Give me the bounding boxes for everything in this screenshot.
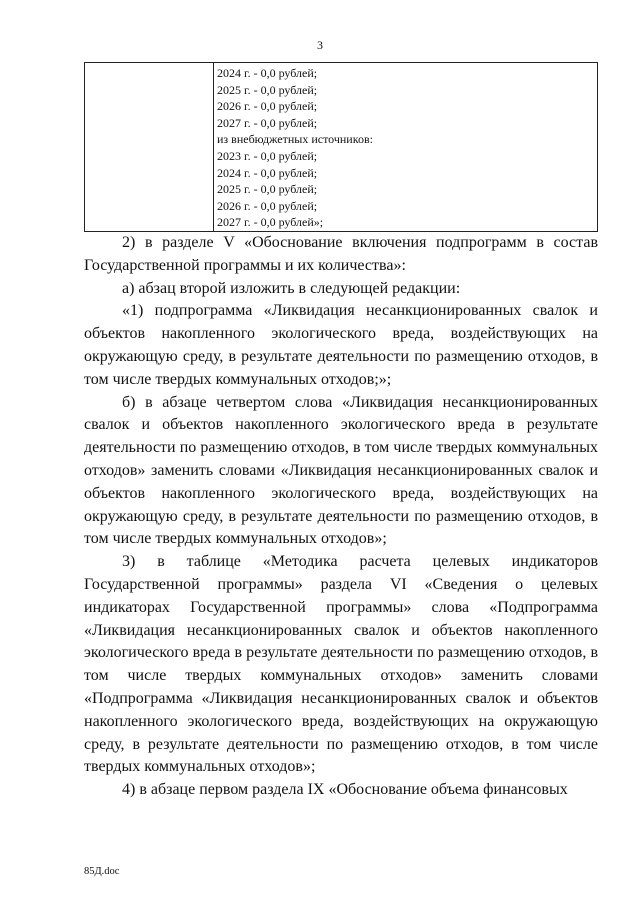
table-line: 2023 г. - 0,0 рублей; [217, 148, 318, 163]
paragraph: а) абзац второй изложить в следующей редакции: [122, 279, 461, 297]
table-line: 2025 г. - 0,0 рублей; [217, 182, 318, 197]
table-line: 2024 г. - 0,0 рублей; [217, 165, 318, 180]
page-number: 3 [317, 38, 323, 52]
table-cell-funding [214, 63, 598, 232]
paragraph: 2) в разделе V «Обоснование включения подпрограмм в состав Государственной программы и их количества»: [84, 234, 598, 274]
table-line: 2026 г. - 0,0 рублей; [217, 198, 318, 213]
paragraph: «1) подпрограмма «Ликвидация несанкционированных свалок и объектов накопленного экологического вреда, воздействующих на окружающую среду, в результате деятельности по размещению отходов, в том числе твердых коммунальных отходов;»; [84, 302, 598, 388]
paragraph: 4) в абзаце первом раздела IX «Обоснование объема финансовых [122, 781, 568, 799]
table-line: 2025 г. - 0,0 рублей; [217, 82, 318, 97]
table-line: 2024 г. - 0,0 рублей; [217, 66, 318, 80]
table-cell-empty [85, 63, 214, 232]
table-line: 2027 г. - 0,0 рублей; [217, 115, 318, 130]
paragraph: б) в абзаце четвертом слова «Ликвидация несанкционированных свалок и объектов накопленного экологического вреда в результате деятельности по размещению отходов, в том числе твердых коммунальных отходов» заменить словами «Ликвидация несанкционированных свалок и объектов накопленного экологического вреда, воздействующих на окружающую среду, в результате деятельности по размещению отходов, в том числе твердых коммунальных отходов»; [84, 393, 598, 548]
file-name-footer: 85Д.doc [84, 866, 120, 877]
table-row [85, 63, 598, 232]
table-line: из внебюджетных источников: [217, 132, 373, 147]
table-line: 2027 г. - 0,0 рублей»; [217, 215, 324, 230]
funding-table [84, 62, 598, 232]
paragraph: 3) в таблице «Методика расчета целевых индикаторов Государственной программы» раздела VI «Сведения о целевых индикаторах Государственной программы» слова «Подпрограмма «Ликвидация несанкционированных свалок и объектов накопленного экологического вреда в результате деятельности по размещению отходов, в том числе твердых коммунальных отходов» заменить словами «Подпрограмма «Ликвидация несанкционированных свалок и объектов накопленного экологического вреда, воздействующих на окружающую среду, в результате деятельности по размещению отходов, в том числе твердых коммунальных отходов»; [84, 553, 598, 776]
document-body [84, 232, 598, 802]
table-line: 2026 г. - 0,0 рублей; [217, 99, 318, 114]
